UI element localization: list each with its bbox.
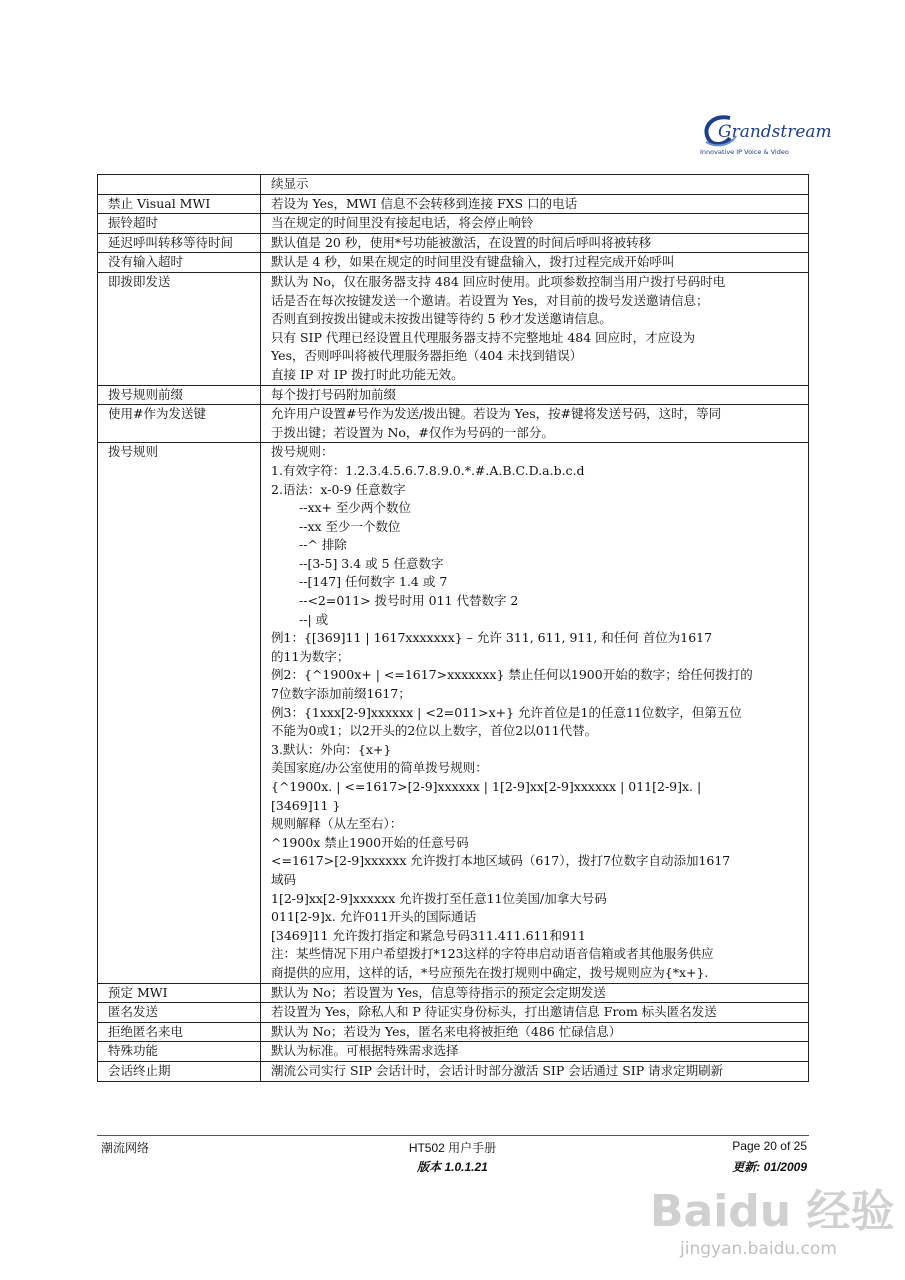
parameter-table <box>97 174 809 1082</box>
description-line: 不能为0或1；以2开头的2位以上数字，首位2以011代替。 <box>271 723 598 739</box>
description-line: 默认为 No；若设置为 Yes，信息等待指示的预定会定期发送 <box>271 984 606 1000</box>
table-row <box>98 272 809 385</box>
param-name: 拒绝匿名来电 <box>98 1022 261 1042</box>
footer-divider <box>97 1135 809 1136</box>
description-line: 拨号规则： <box>271 444 334 460</box>
footer-manual-title: HT502 用户手册 <box>408 1141 497 1155</box>
description-line: 允许用户设置#号作为发送/拨出键。若设为 Yes，按#键将发送号码，这时，等同 <box>271 406 722 422</box>
description-line: {^1900x. | <=1617>[2-9]xxxxxx | 1[2-9]xx[2-9]xxxxxx | 011[2-9]x. | <box>271 779 702 794</box>
description-line: 续显示 <box>271 176 309 191</box>
baidu-watermark <box>640 1165 895 1275</box>
description-line: 每个拨打号码附加前缀 <box>271 386 397 402</box>
description-line: 1[2-9]xx[2-9]xxxxxx 允许拨打至任意11位美国/加拿大号码 <box>271 890 607 906</box>
description-line: 例3：{1xxx[2-9]xxxxxx | <2=011>x+} 允许首位是1的任意11位数字，但第五位 <box>271 704 742 720</box>
table-row <box>98 405 809 443</box>
description-line: 否则直到按拨出键或未按拨出键等待约 5 秒才发送邀请信息。 <box>271 311 612 327</box>
description-line: 当在规定的时间里没有接起电话，将会停止响铃 <box>271 215 534 231</box>
description-line: --<2=011> 拨号时用 011 代替数字 2 <box>299 593 519 609</box>
description-line: --| 或 <box>299 611 329 627</box>
param-description <box>261 983 809 1003</box>
description-line: [3469]11 允许拨打指定和紧急号码311.411.611和911 <box>271 927 586 943</box>
param-description <box>261 253 809 273</box>
table-row <box>98 253 809 273</box>
param-name: 拨号规则前缀 <box>98 385 261 405</box>
description-line: 规则解释（从左至右）： <box>271 816 403 832</box>
table-row <box>98 194 809 214</box>
description-line: 注：某些情况下用户希望拨打*123这样的字符串启动语音信箱或者其他服务供应 <box>271 946 714 962</box>
description-line: 默认为 No；若设为 Yes，匿名来电将被拒绝（486 忙碌信息） <box>271 1023 622 1039</box>
description-line: 7位数字添加前缀1617； <box>271 686 411 702</box>
table-row <box>98 1003 809 1023</box>
description-line: <=1617>[2-9]xxxxxx 允许拨打本地区域码（617），拨打7位数字自动添加1617 <box>271 853 731 869</box>
param-description <box>261 272 809 385</box>
param-name: 延迟呼叫转移等待时间 <box>98 233 261 253</box>
param-name <box>98 175 261 195</box>
table-row <box>98 175 809 195</box>
description-line: 商提供的应用，这样的话，*号应预先在拨打规则中确定，拨号规则应为{*x+}. <box>271 964 709 980</box>
description-line: --xx 至少一个数位 <box>299 518 401 534</box>
param-description <box>261 405 809 443</box>
param-name: 会话终止期 <box>98 1061 261 1081</box>
description-line: 默认值是 20 秒，使用*号功能被激活，在设置的时间后呼叫将被转移 <box>271 234 652 250</box>
logo-tagline: Innovative IP Voice & Video <box>700 148 789 156</box>
description-line: Yes，否则呼叫将被代理服务器拒绝（404 未找到错误） <box>271 348 583 364</box>
param-name: 匿名发送 <box>98 1003 261 1023</box>
table-row <box>98 1042 809 1062</box>
description-line: --^ 排除 <box>299 537 347 553</box>
description-line: 域码 <box>271 871 297 887</box>
description-line: 潮流公司实行 SIP 会话计时，会话计时部分激活 SIP 会话通过 SIP 请求定期刷新 <box>271 1062 724 1078</box>
description-line: 默认是 4 秒，如果在规定的时间里没有键盘输入，拨打过程完成开始呼叫 <box>271 254 675 270</box>
param-description <box>261 443 809 983</box>
description-line: 直接 IP 对 IP 拨打时此功能无效。 <box>271 366 464 382</box>
logo-wordmark: Grandstream <box>718 122 832 142</box>
grandstream-logo <box>700 112 832 170</box>
description-line: 只有 SIP 代理已经设置且代理服务器支持不完整地址 484 回应时，才应设为 <box>271 329 696 345</box>
param-description <box>261 385 809 405</box>
description-line: 3.默认：外向：{x+} <box>271 741 392 757</box>
description-line: 例2：{^1900x+ | <=1617>xxxxxxx} 禁止任何以1900开始的数字；给任何拨打的 <box>271 667 753 683</box>
table-row <box>98 983 809 1003</box>
description-line: 于拨出键；若设置为 No，#仅作为号码的一部分。 <box>271 424 554 440</box>
footer-company: 潮流网络 <box>101 1141 150 1155</box>
description-line: 美国家庭/办公室使用的简单拨号规则： <box>271 760 488 776</box>
description-line: 若设为 Yes，MWI 信息不会转移到连接 FXS 口的电话 <box>271 195 578 211</box>
footer-updated: 更新: 01/2009 <box>732 1160 807 1174</box>
param-name: 振铃超时 <box>98 214 261 234</box>
description-line: 011[2-9]x. 允许011开头的国际通话 <box>271 909 477 925</box>
param-name: 使用#作为发送键 <box>98 405 261 443</box>
param-name: 即拨即发送 <box>98 272 261 385</box>
description-line: 默认为标准。可根据特殊需求选择 <box>271 1043 459 1059</box>
table-row <box>98 385 809 405</box>
param-description <box>261 1042 809 1062</box>
footer-version: 版本 1.0.1.21 <box>417 1160 488 1174</box>
description-line: --[3-5] 3.4 或 5 任意数字 <box>299 555 444 571</box>
description-line: 的11为数字； <box>271 648 350 664</box>
param-description <box>261 194 809 214</box>
table-row <box>98 1061 809 1081</box>
param-name: 预定 MWI <box>98 983 261 1003</box>
param-description <box>261 214 809 234</box>
description-line: ^1900x 禁止1900开始的任意号码 <box>271 834 469 850</box>
table-row <box>98 1022 809 1042</box>
param-description <box>261 1003 809 1023</box>
param-description <box>261 1022 809 1042</box>
param-description <box>261 1061 809 1081</box>
description-line: --xx+ 至少两个数位 <box>299 500 411 516</box>
watermark-url: jingyan.baidu.com <box>680 1239 837 1259</box>
description-line: 默认为 No，仅在服务器支持 484 回应时使用。此项参数控制当用户拨打号码时电 <box>271 273 726 289</box>
table-row <box>98 233 809 253</box>
param-name: 拨号规则 <box>98 443 261 983</box>
description-line: 话是否在每次按键发送一个邀请。若设置为 Yes，对目前的拨号发送邀请信息； <box>271 292 709 308</box>
param-description <box>261 233 809 253</box>
param-name: 特殊功能 <box>98 1042 261 1062</box>
description-line: 2.语法：x-0-9 任意数字 <box>271 481 406 497</box>
description-line: 例1：{[369]11 | 1617xxxxxxx} – 允许 311, 611, 911, 和任何 首位为1617 <box>271 630 713 646</box>
table-row <box>98 443 809 983</box>
watermark-text: Baidu 经验 <box>650 1186 895 1237</box>
param-name: 没有输入超时 <box>98 253 261 273</box>
description-line: --[147] 任何数字 1.4 或 7 <box>299 574 448 590</box>
description-line: 若设置为 Yes，除私人和 P 待证实身份标头，打出邀请信息 From 标头匿名发送 <box>271 1004 717 1020</box>
footer-page-number: Page 20 of 25 <box>732 1139 807 1153</box>
description-line: [3469]11 } <box>271 797 341 813</box>
description-line: 1.有效字符：1.2.3.4.5.6.7.8.9.0.*.#.A.B.C.D.a.b.c.d <box>271 462 585 478</box>
param-name: 禁止 Visual MWI <box>98 194 261 214</box>
param-description <box>261 175 809 195</box>
table-row <box>98 214 809 234</box>
